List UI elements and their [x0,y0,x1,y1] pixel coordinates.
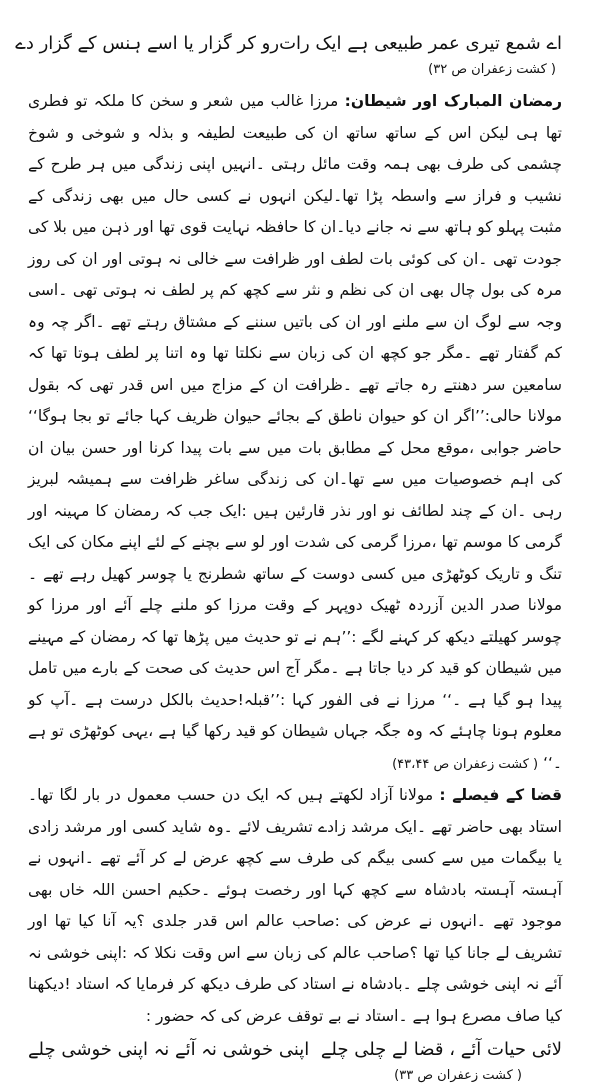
couplet-bottom-first-line: لائی حیات آئے ، قضا لے چلی چلے [320,1039,562,1060]
couplet-bottom [28,1036,562,1064]
couplet-bottom-second-line: اپنی خوشی نہ آئے نہ اپنی خوشی چلے [28,1039,310,1060]
couplet-bottom-reference: ( کشت زعفران ص ۳۳) [394,1068,522,1083]
section-qaza-faisle [28,780,562,1032]
couplet-top-reference: ( کشت زعفران ص ۳۲) [428,62,556,77]
section-ramadan-body: مرزا غالب میں شعر و سخن کا ملکہ تو فطری تھا ہی لیکن اس کے ساتھ ساتھ ان کی طبیعت لطیفہ و بذلہ و شوخی و شوخ چشمی کی طرف بھی ہمہ وقت مائل رہتی ۔انہیں اپنی زندگی میں ہر طرح کے نشیب و فراز سے واسطہ پڑا تھا۔لیکن انہوں نے کسی حال میں بھی زندگی کے مثبت پہلو کو ہاتھ سے نہ جانے دیا۔ان کا حافظہ نہایت قوی تھا اور ذہن میں بلا کی جودت تھی ۔ان کی کوئی بات لطف اور ظرافت سے خالی نہ ہوتی اور ان کی روز مرہ کی بول چال بھی ان کی نظم و نثر سے کچھ کم پر لطف نہ ہوتی تھی ۔اسی وجہ سے لوگ ان سے ملنے اور ان کی باتیں سننے کے مشتاق رہتے تھے ۔اگر چہ وہ کم گفتار تھے ۔مگر جو کچھ ان کی زبان سے نکلتا تھا وہ اتنا پر لطف ہوتا تھا کہ سامعین سر دھنتے رہ جاتے تھے ۔ظرافت ان کے مزاج میں اس قدر تھی کہ بقول مولانا حالی:’’اگر ان کو حیوان ناطق کے بجائے حیوان ظریف کہا جائے تو بجا ہوگا‘‘ حاضر جوابی ،موقع محل کے مطابق بات میں سے بات پیدا کرنا اور حسن بیان ان کی اہم خصوصیات میں سے تھا۔ان کی زندگی ساغر ظرافت سے ہمیشہ لبریز رہی ۔ان کے چند لطائف نو اور نذر قارئین ہیں :ایک جب کہ رمضان کا مہینہ اور گرمی کا موسم تھا ،مرزا گرمی کی شدت اور لو سے بچنے کے لئے اپنے مکان کی ایک تنگ و تاریک کوٹھڑی میں کسی دوست کے ساتھ شطرنج یا چوسر کھیل رہے تھے ۔مولانا صدر الدین آزردہ ٹھیک دوپہر کے وقت مرزا کو ملنے چلے آئے اور مرزا کو چوسر کھیلتے دیکھ کر کہنے لگے :’’ہم نے تو حدیث میں پڑھا تھا کہ رمضان کے مہینے میں شیطان کو قید کر دیا جاتا ہے ۔مگر آج اس حدیث کی صحت کے بارے میں تامل پیدا ہو گیا ہے ۔‘‘ مرزا نے فی الفور کہا :’’قبلہ!حدیث بالکل درست ہے ۔آپ کو معلوم ہونا چاہئے کہ وہ جگہ جہاں شیطان کو قید رکھا گیا ہے ،یہی کوٹھڑی تو ہے ۔‘‘ [28,92,562,772]
section-qaza-heading: قضا کے فیصلے : [439,786,562,804]
couplet-top-first-line: اے شمع تیری عمر طبیعی ہے ایک رات [279,33,562,54]
section-ramadan-shaitan [28,86,562,780]
section-ramadan-heading: رمضان المبارک اور شیطان: [344,92,562,110]
couplet-top [15,30,562,58]
section-qaza-body: مولانا آزاد لکھتے ہیں کہ ایک دن حسب معمول در بار لگا تھا۔استاد بھی حاضر تھے ۔ایک مرشد زادے تشریف لائے ۔وہ شاید کسی اور مرشد زادی یا بیگمات میں سے کسی بیگم کی طرف سے کچھ عرض لے کر آئے تھے ۔انہوں نے آہستہ آہستہ بادشاہ سے کچھ کہا اور رخصت ہوئے ۔حکیم احسن اللہ خاں بھی موجود تھے ۔انہوں نے عرض کی :صاحب عالم اس قدر جلدی ؟یہ آنا کیا تھا اور تشریف لے جانا کیا تھا ؟صاحب عالم کی زبان سے اس وقت نکلا کہ :اپنی خوشی نہ آئے نہ اپنی خوشی چلے ۔بادشاہ نے استاد کی طرف دیکھ کر فرمایا کہ استاد !دیکھنا کیا صاف مصرع ہوا ہے ۔استاد نے بے توقف عرض کی کہ حضور : [28,786,562,1025]
couplet-top-second-line: رو کر گزار یا اسے ہنس کے گزار دے [15,33,280,54]
section-ramadan-reference: ( کشت زعفران ص ۴۳،۴۴) [392,756,539,772]
